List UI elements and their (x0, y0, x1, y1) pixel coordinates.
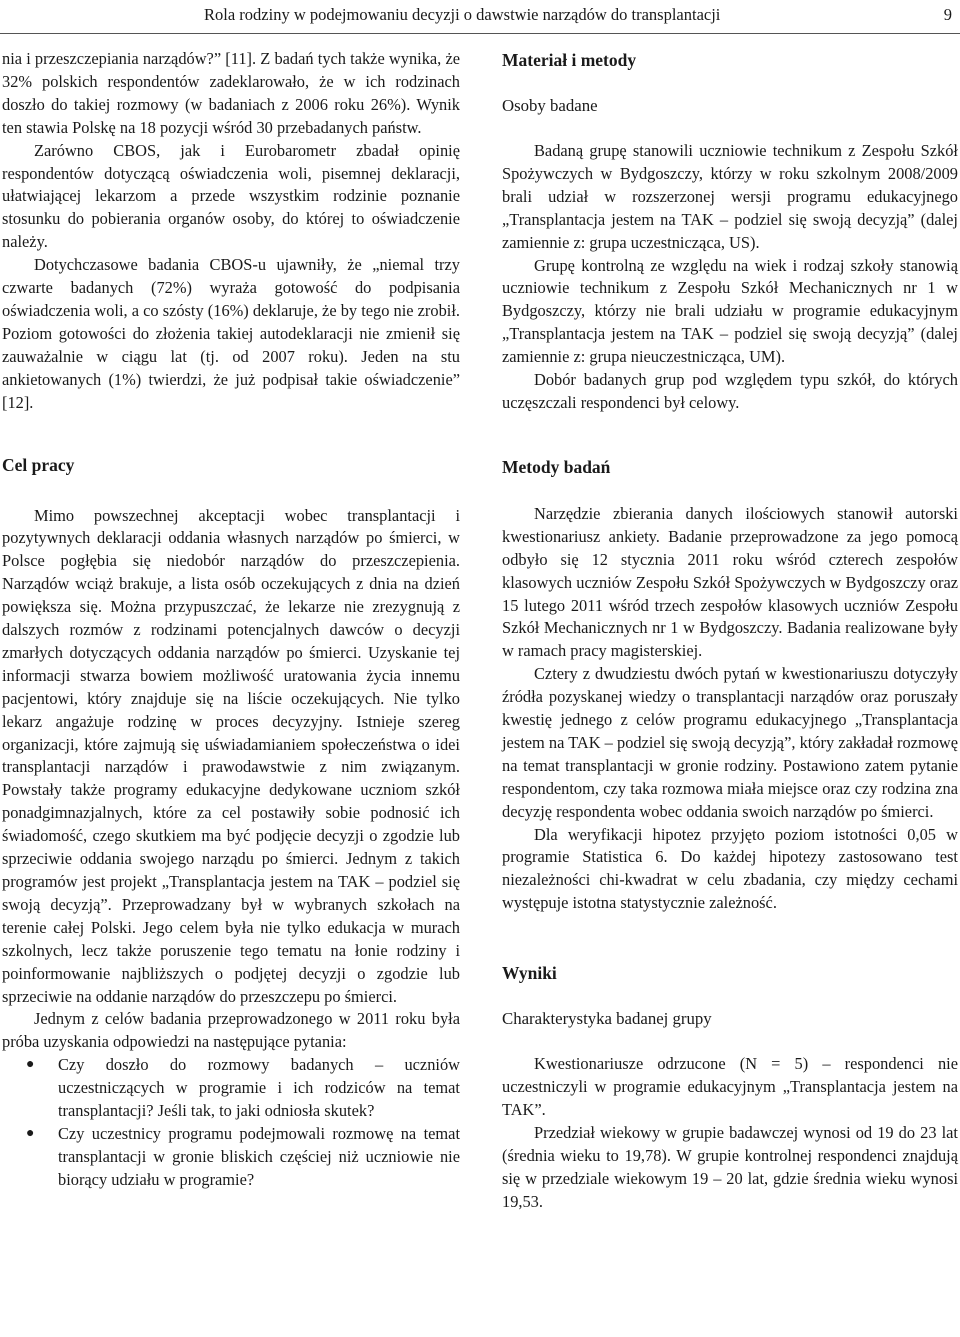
header-rule (0, 33, 960, 34)
section-spacer (502, 72, 958, 94)
results-heading: Wyniki (502, 963, 557, 984)
running-header (0, 4, 960, 30)
group-characteristics-paragraph-1: Kwestionariusze odrzucone (N = 5) – respondenci nie uczestniczyli w programie edukacyjnym „Transplantacja jestem na TAK”. (502, 1054, 958, 1119)
aim-paragraph-1: Mimo powszechnej akceptacji wobec transplantacji i pozytywnych deklaracji oddania własnych narządów po śmierci, w Polsce pogłębia się niedobór narządów do przeszczepienia. Narządów wciąż brakuje, a lista osób oczekujących z dnia na dzień powiększa się. Można przypuszczać, że lekarze nie zrezygnują z dalszych rozmów z rodzinami potencjalnych dawców o decyzji zmarłych dotyczących oddania narządów po śmierci. Uzyskanie tej informacji stwarza bowiem możliwość uratowania życia innemu pacjentowi, który znajduje się na liście oczekujących. Nie tylko lekarz angażuje rodzinę w proces decyzyjny. Istnieje szereg organizacji, które zajmują się uświadamianiem społeczeństwa o idei transplantacji narządów i prawodawstwie z nim związanym. Powstały także programy edukacyjne dedykowane uczniom szkół ponadgimnazjalnych, które za cel postawiły sobie podnosić ich świadomość, czego skutkiem ma być podjęcie decyzji o zgodzie lub sprzeciwie oddania swojego narządu po śmierci. Jednym z takich programów jest projekt „Transplantacja jestem na TAK – podziel się swoją decyzją”. Przeprowadzany był w wybranych szkołach na terenie całej Polski. Jego celem była nie tylko edukacja w murach szkolnych, lecz także poruszenie tego tematu na łonie rodziny i poinformowanie najbliższych o podjętej decyzji o zgodzie lub sprzeciwie na oddanie narządów do przeszczepu po śmierci. (2, 505, 460, 1006)
section-spacer (502, 415, 958, 455)
list-item (2, 1123, 460, 1192)
list-item (2, 1054, 460, 1123)
research-questions-list (2, 1054, 460, 1191)
subjects-paragraph-2: Grupę kontrolną ze względu na wiek i rodzaj szkoły stanowią uczniowie technikum z Zespołu Szkół Mechanicznych nr 1 w Bydgoszczy, którzy nie brali udziału w programie edukacyjnym „Transplantacja jestem na TAK – podziel się swoją decyzją” (dalej zamiennie z: grupa nieuczestnicząca, UM). (502, 255, 958, 367)
question-text-2: Czy uczestnicy programu podejmowali rozmowę na temat transplantacji w gronie bliskich częściej niż uczniowie nie biorący udziału w programie? (58, 1123, 460, 1189)
aim-heading: Cel pracy (2, 454, 75, 475)
group-characteristics-subheading: Charakterystyka badanej grupy (502, 1009, 712, 1029)
bullet-icon: ● (26, 1057, 35, 1073)
group-characteristics-paragraph-2: Przedział wiekowy w grupie badawczej wynosi od 19 do 23 lat (średnia wieku to 19,78). W grupie kontrolnej respondenci znajdują się w przedziale wiekowym 19 – 20 lat, gdzie średnia wieku wynosi 19,53. (502, 1122, 958, 1211)
subjects-paragraph-3: Dobór badanych grup pod względem typu szkół, do których uczęszczali respondenci był celowy. (502, 370, 958, 412)
left-column (2, 48, 460, 1192)
question-text-1: Czy doszło do rozmowy badanych – uczniów uczestniczących w programie i ich rodziców na temat transplantacji? Jeśli tak, to jaki odniosła skutek? (58, 1055, 460, 1121)
research-methods-paragraph-2: Cztery z dwudziestu dwóch pytań w kwestionariuszu dotyczyły źródła pozyskanej wiedzy o transplantacji narządów oraz poruszały kwestię jednego z celów programu edukacyjnego „Transplantacja jestem na TAK – podziel się swoją decyzją”, który zakładał rozmowę na temat transplantacji w gronie rodziny. Postawiono zatem pytanie respondentom, czy taka rozmowa miała miejsce oraz czy rodzina zna decyzję respondenta wobec oddania swoich narządów po śmierci. (502, 664, 958, 821)
section-spacer (502, 118, 958, 140)
research-methods-paragraph-1: Narzędzie zbierania danych ilościowych stanowił autorski kwestionariusz ankiety. Badanie przeprowadzone za jego pomocą odbyło się 12 stycznia 2011 roku wśród czterech zespołów klasowych uczniów Zespołu Szkół Spożywczych w Bydgoszczy oraz 15 lutego 2011 wśród trzech zespołów klasowych uczniów Zespołu Szkół Mechanicznych nr 1 w Bydgoszczy. Badania realizowane były w ramach pracy magisterskiej. (502, 503, 958, 661)
research-methods-heading: Metody badań (502, 456, 611, 477)
running-title: Rola rodziny w podejmowaniu decyzji o dawstwie narządów do transplantacji (204, 5, 721, 24)
intro-paragraph-1: nia i przeszczepiania narządów?” [11]. Z badań tych także wynika, że 32% polskich respondentów zadeklarowało, że w ich rodzinach doszło do takiej rozmowy (w badaniach z 2006 roku 26%). Wynik ten stawia Polskę na 18 pozycji wśród 30 przebadanych państw. (2, 49, 460, 137)
intro-paragraph-2: Zarówno CBOS, jak i Eurobarometr zbadał opinię respondentów dotyczącą oświadczenia woli, pisemnej deklaracji, ułatwiającej lekarzom a przede wszystkim rodzinie poznanie stosunku do pobierania organów osoby, do której to oświadczenie należy. (2, 140, 460, 252)
section-spacer (2, 477, 460, 505)
section-spacer (502, 479, 958, 503)
subjects-paragraph-1: Badaną grupę stanowili uczniowie technikum z Zespołu Szkół Spożywczych w Bydgoszczy, którzy w roku szkolnym 2008/2009 brali udział w rozszerzonej wersji programu edukacyjnego „Transplantacja jestem na TAK – podziel się swoją decyzją” (dalej zamiennie z: grupa uczestnicząca, US). (502, 141, 958, 252)
subjects-subheading: Osoby badane (502, 96, 598, 115)
intro-paragraph-3: Dotychczasowe badania CBOS-u ujawniły, że „niemal trzy czwarte badanych (72%) wyraża gotowość do podpisania oświadczenia woli, a co szósty (16%) deklaruje, że by tego nie zrobił. Poziom gotowości do złożenia takiej autodeklaracji nie zmienił się zauważalnie w ciągu lat (tj. od 2007 roku). Jeden na stu ankietowanych (1%) twierdzi, że już podpisał takie oświadczenie” [12]. (2, 255, 460, 412)
page-number: 9 (943, 5, 952, 24)
section-spacer (2, 415, 460, 453)
methods-heading: Materiał i metody (502, 50, 637, 70)
right-column (502, 48, 958, 1214)
bullet-icon: ● (26, 1125, 35, 1141)
section-spacer (502, 915, 958, 961)
aim-paragraph-2: Jednym z celów badania przeprowadzonego w 2011 roku była próba uzyskania odpowiedzi na następujące pytania: (2, 1009, 460, 1052)
section-spacer (502, 1031, 958, 1053)
section-spacer (502, 985, 958, 1007)
research-methods-paragraph-3: Dla weryfikacji hipotez przyjęto poziom istotności 0,05 w programie Statistica 6. Do każdej hipotezy zastosowano test niezależności chi-kwadrat w celu zbadania, czy między cechami występuje istotna statystycznie zależność. (502, 824, 958, 913)
